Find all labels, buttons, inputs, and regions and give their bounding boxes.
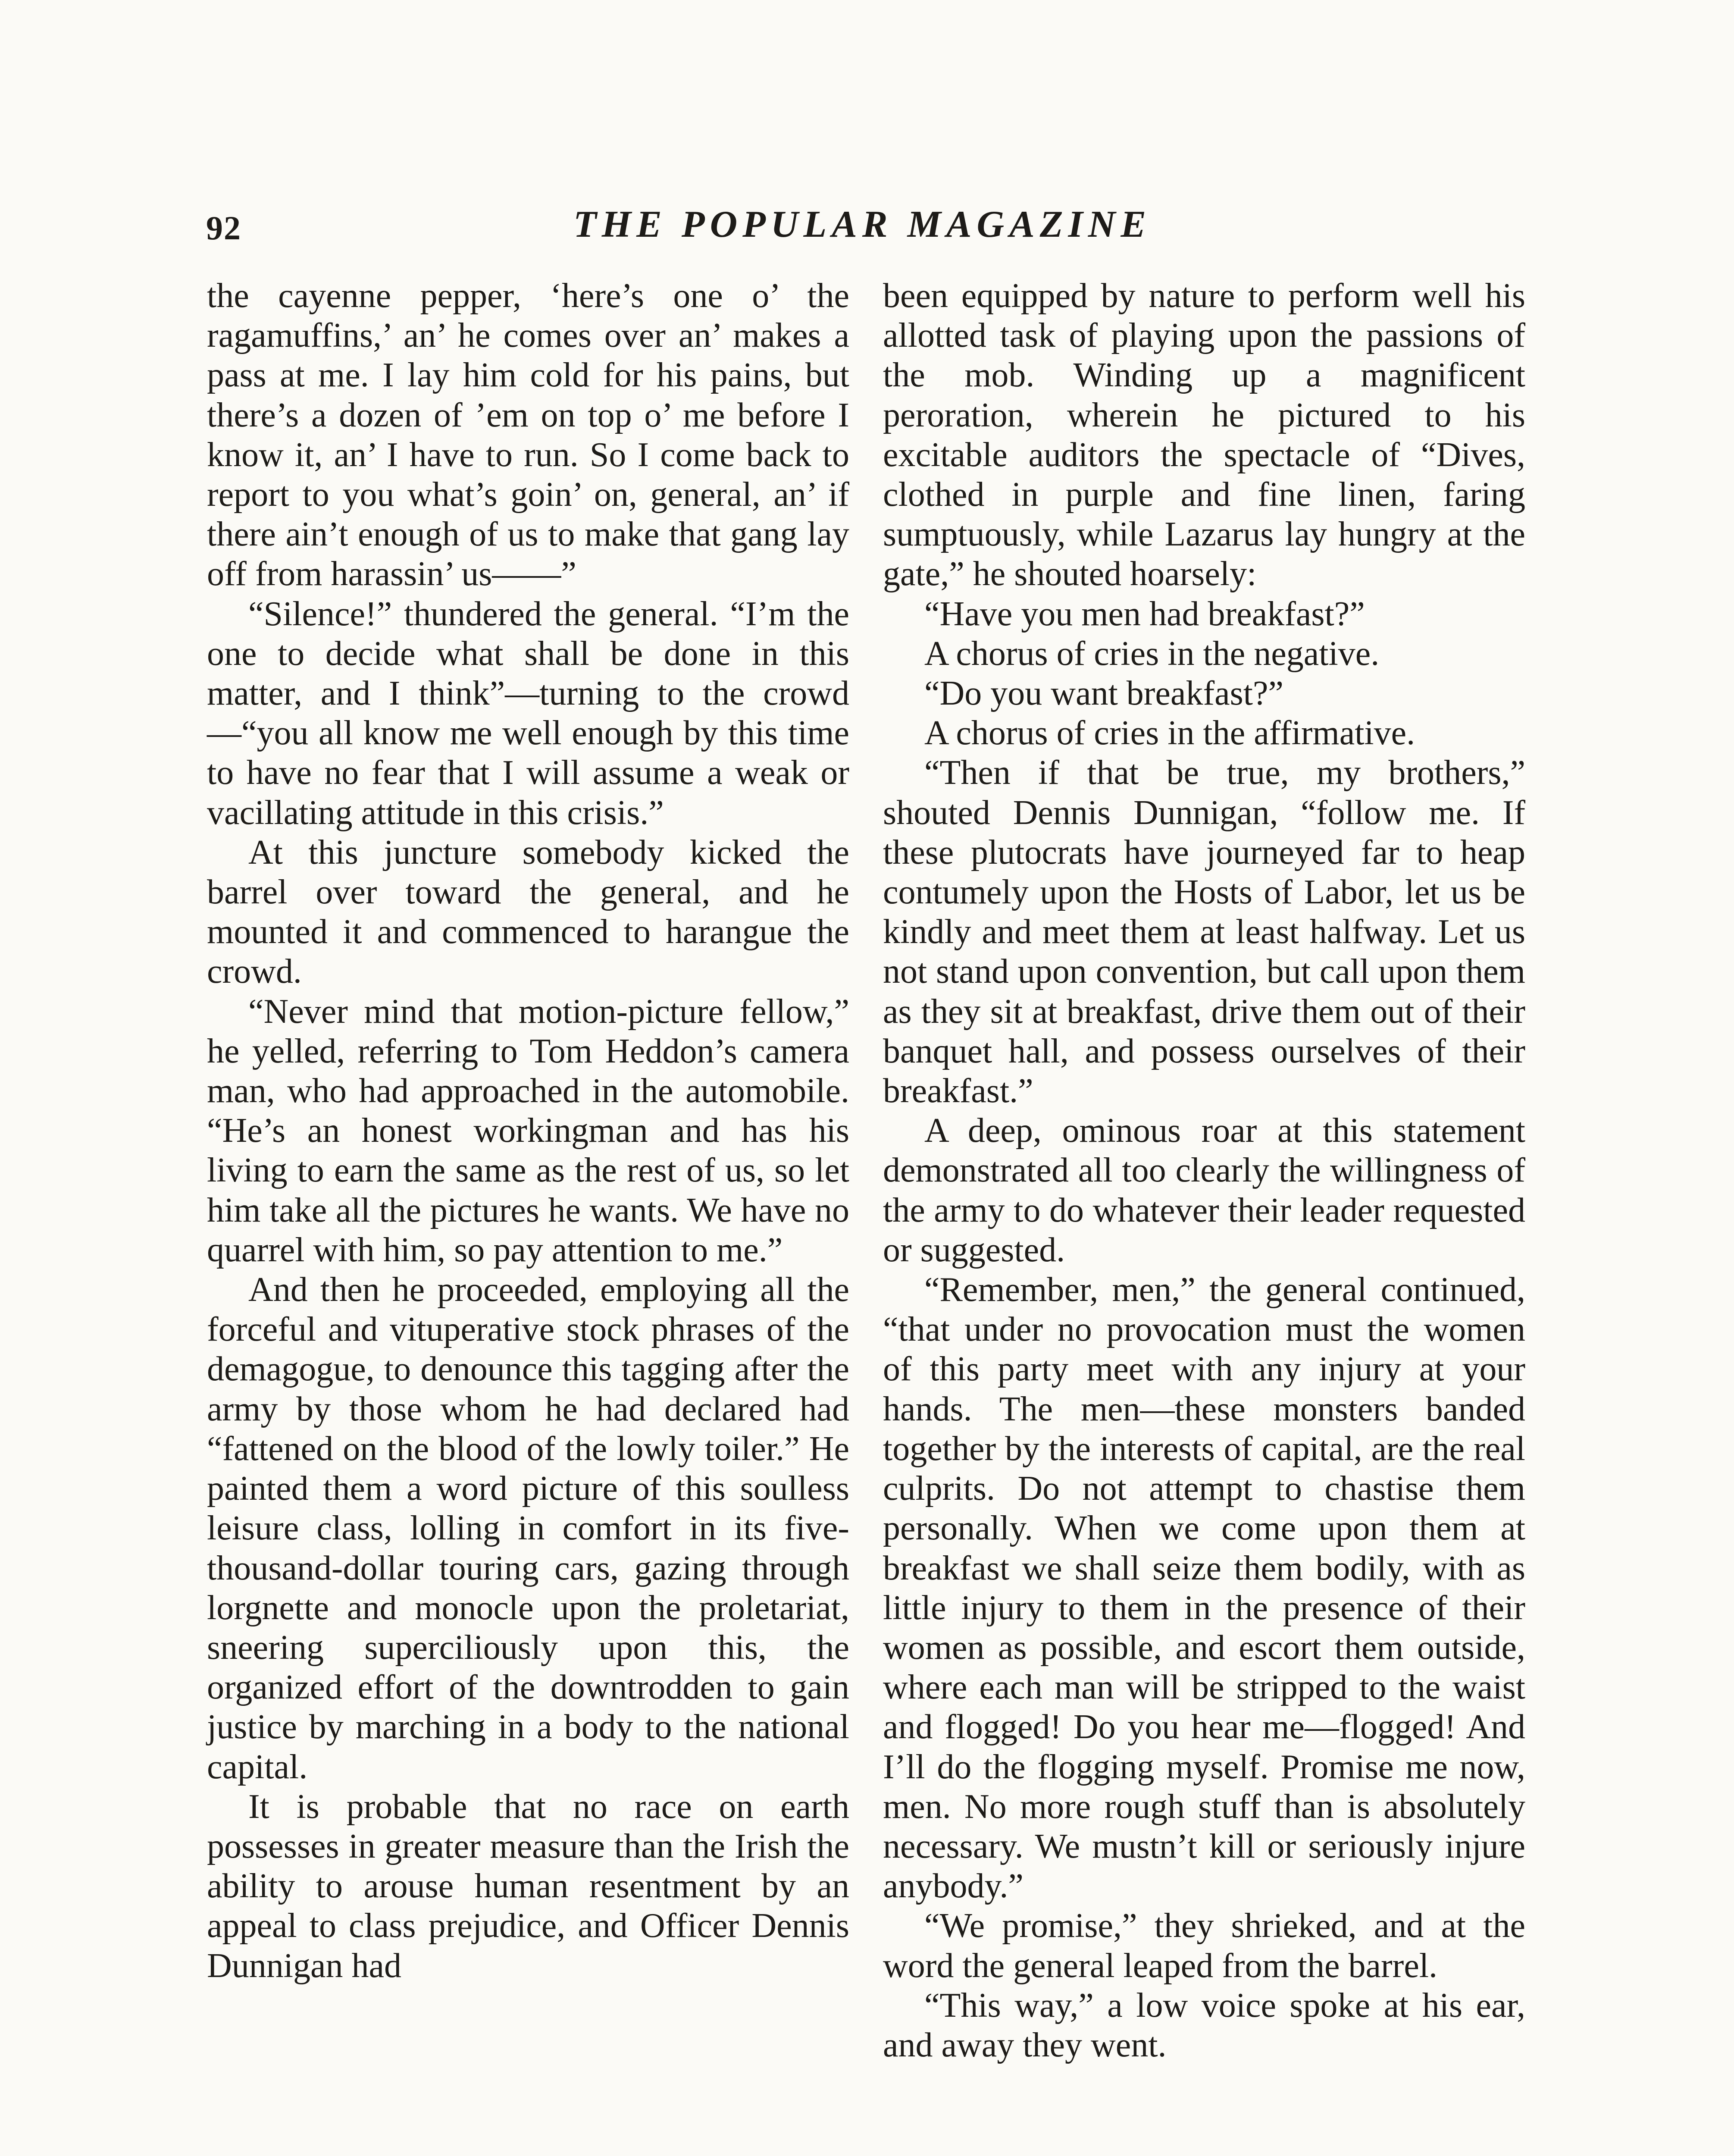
paragraph: “Have you men had breakfast?” — [924, 595, 1365, 633]
page-number: 92 — [206, 209, 241, 247]
paragraph: been equipped by nature to perform well his allotted task of playing upon the passions of the mob. Winding up a magnificent peroration, wherein he pictured to his excitable auditors the spectacle of “Dives, clothed in purple and fine linen, faring sumptuously, while Lazarus lay hungry at the gate,” he shouted hoarsely: — [883, 277, 1525, 593]
paragraph: “Do you want breakfast?” — [924, 674, 1283, 713]
left-column — [207, 276, 849, 1986]
page-header — [203, 203, 1522, 259]
paragraph: “Never mind that motion-picture fellow,” he yelled, referring to Tom Heddon’s camera man, who had approached in the automobile. “He’s an honest workingman and has his living to earn the same as the rest of us, so let him take all the pictures he wants. We have no quarrel with him, so pay attention to me.” — [207, 992, 849, 1269]
paragraph: At this juncture somebody kicked the barrel over toward the general, and he mounted it and commenced to harangue the crowd. — [207, 833, 849, 991]
paragraph: A chorus of cries in the negative. — [924, 634, 1380, 673]
paragraph: “Then if that be true, my brothers,” shouted Dennis Dunnigan, “follow me. If these plutocrats have journeyed far to heap contumely upon the Hosts of Labor, let us be kindly and meet them at least halfway. Let us not stand upon convention, but call upon them as they sit at breakfast, drive them out of their banquet hall, and possess ourselves of their breakfast.” — [883, 754, 1525, 1110]
running-title: THE POPULAR MAGAZINE — [573, 204, 1152, 245]
paragraph: A chorus of cries in the affirmative. — [924, 714, 1415, 752]
paragraph: the cayenne pepper, ‘here’s one o’ the ragamuffins,’ an’ he comes over an’ makes a pass at me. I lay him cold for his pains, but there’s a dozen of ’em on top o’ me before I know it, an’ I have to run. So I come back to report to you what’s goin’ on, general, an’ if there ain’t enough of us to make that gang lay off from harassin’ us——” — [207, 277, 849, 593]
paragraph: “Remember, men,” the general continued, “that under no provocation must the women of this party meet with any injury at your hands. The men—these monsters banded together by the interests of capital, are the real culprits. Do not attempt to chastise them personally. When we come upon them at breakfast we shall seize them bodily, with as little injury to them in the presence of their women as possible, and escort them outside, where each man will be stripped to the waist and flogged! Do you hear me—flogged! And I’ll do the flogging myself. Promise me now, men. No more rough stuff than is absolutely necessary. We mustn’t kill or seriously injure anybody.” — [883, 1271, 1525, 1905]
paragraph: And then he proceeded, employing all the forceful and vituperative stock phrases of the demagogue, to denounce this tagging after the army by those whom he had declared had “fattened on the blood of the lowly toiler.” He painted them a word picture of this soulless leisure class, lolling in comfort in its five-thousand-dollar touring cars, gazing through lorgnette and monocle upon the proletariat, sneering superciliously upon this, the organized effort of the downtrodden to gain justice by marching in a body to the national capital. — [207, 1271, 849, 1786]
paragraph: “We promise,” they shrieked, and at the word the general leaped from the barrel. — [883, 1907, 1525, 1985]
paragraph: “This way,” a low voice spoke at his ear, and away they went. — [883, 1986, 1525, 2064]
paragraph: “Silence!” thundered the general. “I’m the one to decide what shall be done in this matter, and I think”—turning to the crowd—“you all know me well enough by this time to have no fear that I will assume a weak or vacillating attitude in this crisis.” — [207, 595, 849, 832]
paragraph: A deep, ominous roar at this statement demonstrated all too clearly the willingness of the army to do whatever their leader requested or suggested. — [883, 1112, 1525, 1269]
right-column — [883, 276, 1525, 2065]
paragraph: It is probable that no race on earth possesses in greater measure than the Irish the ability to arouse human resentment by an appeal to class prejudice, and Officer Dennis Dunnigan had — [207, 1787, 849, 1985]
